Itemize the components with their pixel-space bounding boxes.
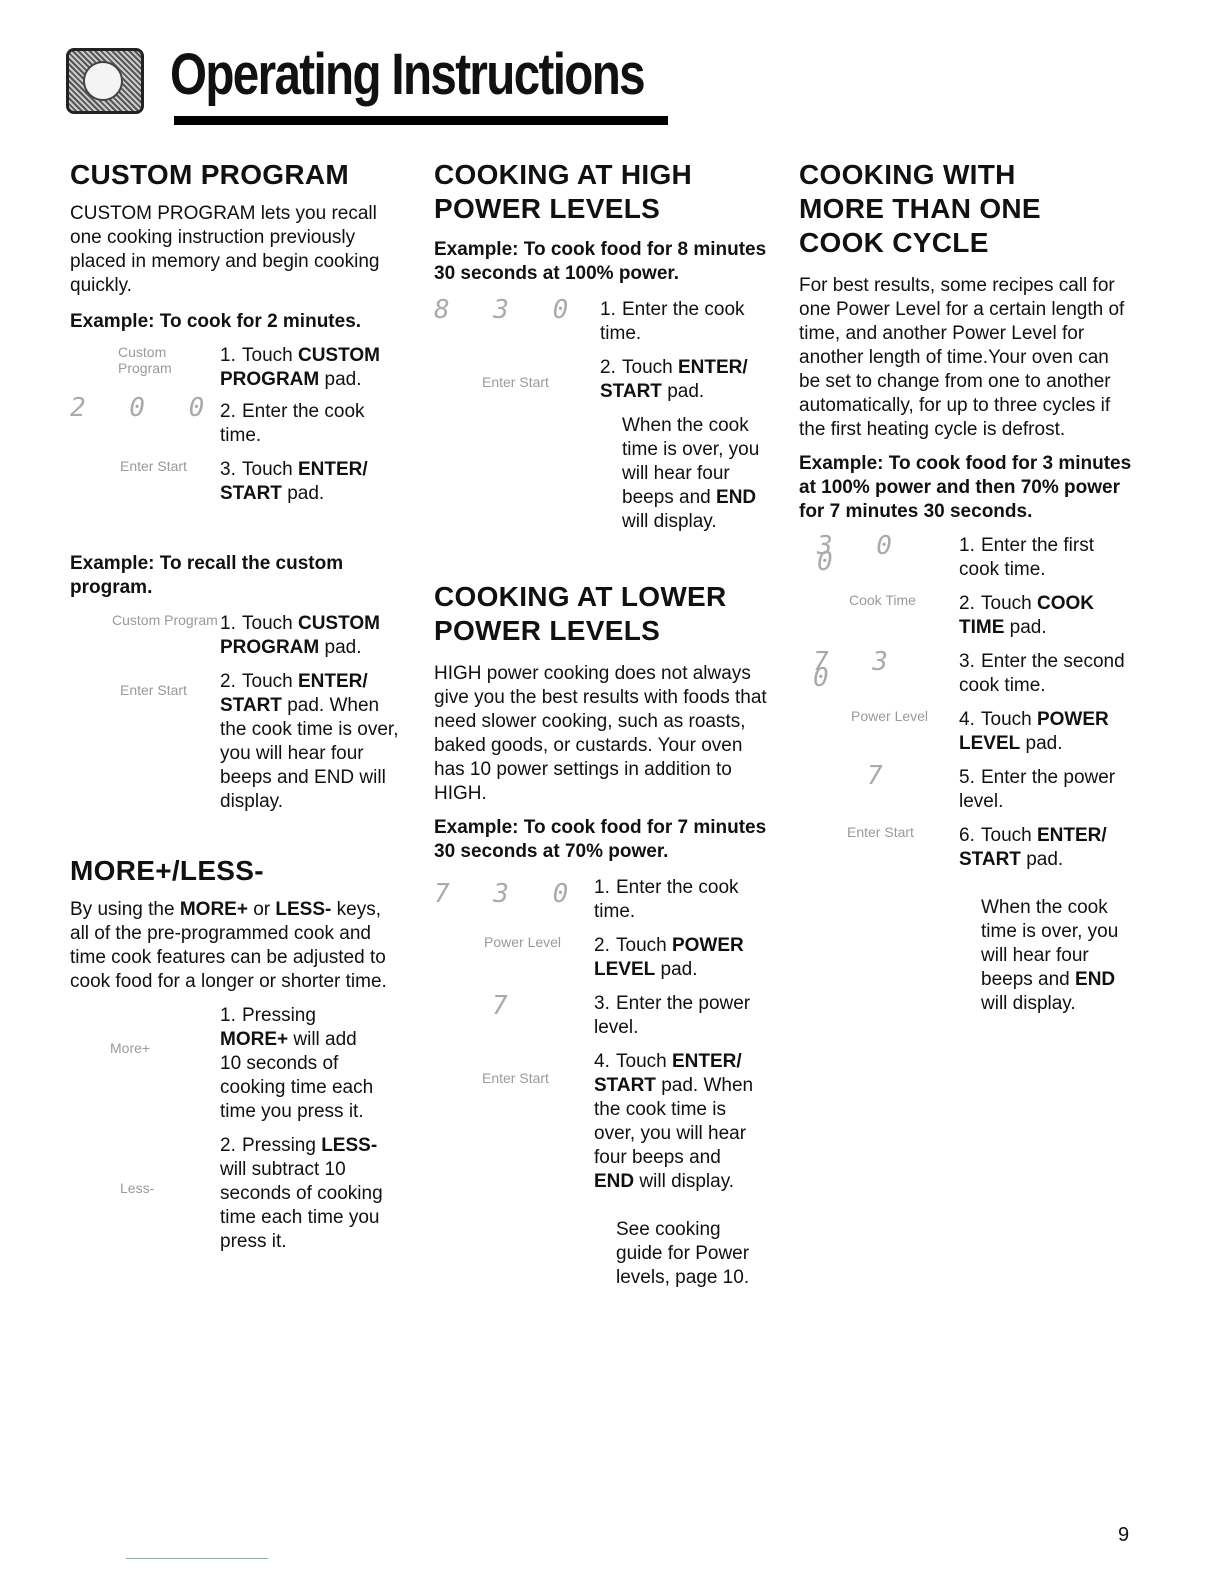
multi-step-1: 3 0 0 1. Enter the first cook time.: [799, 534, 1139, 582]
custom-intro: CUSTOM PROGRAM lets you recall one cooking instruction previously placed in memory and begin cooking quickly.: [70, 203, 380, 296]
digit-pads-icon-lower: 7 3 0: [434, 879, 583, 909]
custom-step-1: Custom Program 1. Touch CUSTOM PROGRAM pad.: [70, 344, 410, 392]
page-title: Operating Instructions: [170, 42, 644, 107]
lower-step-3: 7 3. Enter the power level.: [434, 992, 774, 1040]
enter-start-pad-icon-lower: Enter Start: [482, 1070, 549, 1086]
page-number: 9: [1118, 1524, 1130, 1546]
multi-step-4: Power Level 4. Touch POWER LEVEL pad.: [799, 708, 1139, 756]
high-step-1: 8 3 0 1. Enter the cook time.: [434, 295, 745, 344]
lower-intro: HIGH power cooking does not always give you the best results with foods that need slower cooking, such as roasts, baked goods, or custards. Your oven has 10 power settings in addition to HIGH.: [434, 663, 767, 804]
multi-intro: For best results, some recipes call for one Power Level for a certain length of time, and another Power Level for another length of time.Your oven can be set to change from one to another automatically, for up to three cycles if the first heating cycle is defrost.: [799, 275, 1125, 440]
multi-example: Example: To cook food for 3 minutes at 100% power and then 70% power for 7 minutes 30 seconds.: [799, 453, 1132, 522]
lower-step-2: Power Level 2. Touch POWER LEVEL pad.: [434, 934, 774, 982]
custom-example1: Example: To cook for 2 minutes.: [70, 311, 362, 332]
custom-example2: Example: To recall the custom program.: [70, 553, 344, 598]
moreless-step-1: More+ 1. Pressing MORE+ will add 10 seconds of cooking time each time you press it.: [70, 1004, 410, 1124]
digit-pads-icon-multi2: 7 3 0: [813, 647, 902, 693]
multi-step-3: 7 3 0 3. Enter the second cook time.: [799, 650, 1139, 698]
high-example: Example: To cook food for 8 minutes 30 seconds at 100% power.: [434, 239, 767, 284]
high-step-2: Enter Start 2. Touch ENTER/ START pad. When the cook time is over, you will hear four beeps and END will display.: [434, 356, 774, 534]
moreless-step-2: Less- 2. Pressing LESS- will subtract 10 seconds of cooking time each time you press it.: [70, 1134, 410, 1254]
lower-step-1: 7 3 0 1. Enter the cook time.: [434, 877, 739, 922]
lower-heading: COOKING AT LOWER POWER LEVELS: [434, 581, 727, 646]
multi-heading: COOKING WITH MORE THAN ONE COOK CYCLE: [799, 159, 1041, 258]
column-custom: [70, 158, 410, 1254]
power-level-pad-icon-multi: Power Level: [851, 708, 929, 724]
less-pad-icon: Less-: [120, 1180, 155, 1196]
enter-start-pad-icon-high: Enter Start: [482, 374, 549, 390]
custom-program-pad-icon: Custom Program: [118, 344, 172, 376]
digit-pad-icon-power: 7: [492, 991, 522, 1021]
moreless-heading: MORE+/LESS-: [70, 855, 264, 886]
multi-note: When the cook time is over, you will hear four beeps and END will display.: [981, 897, 1119, 1014]
custom-step-3: Enter Start 3. Touch ENTER/ START pad.: [70, 458, 410, 506]
custom-step-2: 2 0 0 2. Enter the cook time.: [70, 393, 365, 446]
title-underline: [174, 116, 668, 125]
digit-pad-icon-multi-power: 7: [867, 761, 897, 791]
footer-rule: [126, 1558, 268, 1559]
moreless-intro: By using the MORE+ or LESS- keys, all of the pre-programmed cook and time cook features can be adjusted to cook food for a longer or shorter time.: [70, 899, 387, 992]
digit-pads-icon-multi1: 3 0 0: [817, 531, 906, 577]
cook-time-pad-icon: Cook Time: [849, 592, 916, 608]
enter-start-pad-icon-multi: Enter Start: [847, 824, 914, 840]
recall-step-2: Enter Start 2. Touch ENTER/ START pad. When the cook time is over, you will hear four beeps and END will display.: [70, 670, 410, 814]
digit-pads-icon: 2 0 0: [70, 393, 219, 423]
custom-heading: CUSTOM PROGRAM: [70, 159, 350, 190]
multi-step-6: Enter Start 6. Touch ENTER/ START pad. When the cook time is over, you will hear four beeps and END will display.: [799, 824, 1139, 1016]
more-pad-icon: More+: [110, 1040, 151, 1056]
enter-start-pad-icon-2: Enter Start: [120, 682, 187, 698]
lower-example: Example: To cook food for 7 minutes 30 seconds at 70% power.: [434, 817, 767, 862]
digit-pads-icon-high: 8 3 0: [434, 295, 583, 325]
recall-step-1: Custom Program 1. Touch CUSTOM PROGRAM pad.: [70, 612, 410, 660]
power-level-pad-icon: Power Level: [484, 934, 562, 950]
high-heading: COOKING AT HIGH POWER LEVELS: [434, 159, 693, 224]
column-multi: [799, 158, 1139, 1016]
multi-step-2: Cook Time 2. Touch COOK TIME pad.: [799, 592, 1139, 640]
lower-note: See cooking guide for Power levels, page 10.: [616, 1219, 750, 1288]
enter-start-pad-icon: Enter Start: [120, 458, 187, 474]
oven-logo-icon: [66, 48, 144, 114]
column-power: [434, 158, 774, 1290]
multi-step-5: 7 5. Enter the power level.: [799, 766, 1139, 814]
lower-step-4: Enter Start 4. Touch ENTER/ START pad. When the cook time is over, you will hear four beeps and END will display. See cooking guide for Power levels, page 10.: [434, 1050, 774, 1290]
custom-program-pad-icon-2: Custom Program: [112, 612, 218, 628]
